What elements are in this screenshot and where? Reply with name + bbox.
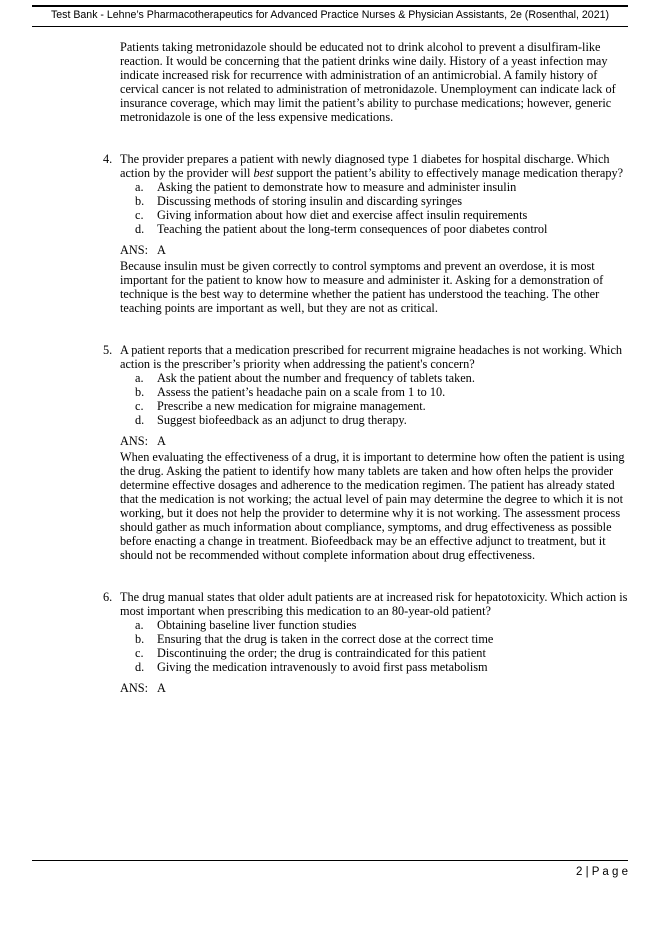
option-text: Obtaining baseline liver function studies [157,618,357,632]
option-letter: b. [135,632,145,646]
answer-line [120,434,630,448]
question-block [103,152,630,315]
page-number: 2 | P a g e [575,866,628,878]
answer-option [135,194,630,208]
option-letter: a. [135,618,144,632]
option-letter: b. [135,385,145,399]
answer-option [135,371,630,385]
answer-option [135,646,630,660]
option-letter: a. [135,371,144,385]
page-footer [32,860,628,878]
question-block [103,343,630,562]
question-stem [120,590,630,618]
answer-line [120,681,630,695]
answer-option [135,208,630,222]
stem-text: The drug manual states that older adult patients are at increased risk for hepatotoxicity. Which action is most important when prescribing this medication to an 80-year-old patient? [120,590,628,618]
question-number: 5. [103,343,113,357]
answer-option [135,618,630,632]
option-text: Teaching the patient about the long-term consequences of poor diabetes control [157,222,548,236]
option-text: Discussing methods of storing insulin and discarding syringes [157,194,463,208]
answer-value: A [157,434,166,448]
answer-rationale: When evaluating the effectiveness of a drug, it is important to determine how often the patient is using the drug. Asking the patient to identify how many tablets are taken and how often helps the provider determine effective dosages and adherence to the medication regimen. The patient has already stated that the medication is not working; the actual level of pain may determine the degree to which it is not working, but it does not help the provider to determine why it is not working. The assessment process should gather as much information about compliance, symptoms, and drug effectiveness as possible before enacting a change in treatment. Biofeedback may be an effective adjunct to treatment, but it should not be recommended without complete information about drug effectiveness. [120,450,625,562]
stem-text: support the patient’s ability to effectively manage medication therapy? [273,166,624,180]
page-header [32,5,628,27]
answer-option [135,660,630,674]
option-letter: d. [135,413,145,427]
option-text: Giving information about how diet and exercise affect insulin requirements [157,208,528,222]
question-stem [120,343,630,371]
answer-rationale: Because insulin must be given correctly to control symptoms and prevent an overdose, it is most important for the patient to know how to measure and administer it. Asking for a demonstration of technique is the best way to determine whether the patient has understood the teaching. The other teaching points are important as well, but they are not as critical. [120,259,604,315]
option-letter: c. [135,646,144,660]
question-number: 4. [103,152,113,166]
question-body [120,590,630,697]
option-text: Suggest biofeedback as an adjunct to drug therapy. [157,413,407,427]
answer-option [135,180,630,194]
option-letter: b. [135,194,145,208]
answer-label: ANS: [120,681,149,695]
answer-option [135,399,630,413]
option-text: Assess the patient’s headache pain on a scale from 1 to 10. [157,385,446,399]
intro-paragraph: Patients taking metronidazole should be educated not to drink alcohol to prevent a disulfiram-like reaction. It would be concerning that the patient drinks wine daily. History of a yeast infection may indicate increased risk for recurrence with administration of an antimicrobial. A family history of cervical cancer is not related to administration of metronidazole. Unemployment can indicate lack of insurance coverage, which may limit the patient’s ability to purchase medications; however, generic metronidazole is one of the less expensive medications. [120,40,616,124]
question-body [120,343,630,562]
header-title: Test Bank - Lehne’s Pharmacotherapeutics for Advanced Practice Nurses & Physician Assistants, 2e (Rosenthal, 2021) [50,9,610,21]
option-text: Asking the patient to demonstrate how to measure and administer insulin [157,180,517,194]
option-letter: a. [135,180,144,194]
question-number: 6. [103,590,113,604]
option-letter: d. [135,660,145,674]
stem-text: The provider prepares a patient with newly diagnosed type 1 diabetes for hospital discharge. Which action by the provider will [120,152,610,180]
answer-value: A [157,681,166,695]
option-text: Ask the patient about the number and frequency of tablets taken. [157,371,475,385]
answer-option [135,385,630,399]
answer-option [135,632,630,646]
stem-text: A patient reports that a medication prescribed for recurrent migraine headaches is not working. Which action is the prescriber’s priority when addressing the patient's concern? [120,343,623,371]
option-text: Prescribe a new medication for migraine management. [157,399,426,413]
option-letter: c. [135,399,144,413]
option-letter: c. [135,208,144,222]
option-text: Ensuring that the drug is taken in the correct dose at the correct time [157,632,494,646]
option-text: Giving the medication intravenously to avoid first pass metabolism [157,660,488,674]
question-block [103,590,630,697]
question-body [120,152,630,315]
answer-label: ANS: [120,434,149,448]
answer-line [120,243,630,257]
option-letter: d. [135,222,145,236]
answer-value: A [157,243,166,257]
question-stem [120,152,630,180]
document-content [103,40,630,697]
stem-emphasis: best [253,166,274,180]
answer-option [135,222,630,236]
answer-option [135,413,630,427]
option-text: Discontinuing the order; the drug is contraindicated for this patient [157,646,486,660]
answer-label: ANS: [120,243,149,257]
